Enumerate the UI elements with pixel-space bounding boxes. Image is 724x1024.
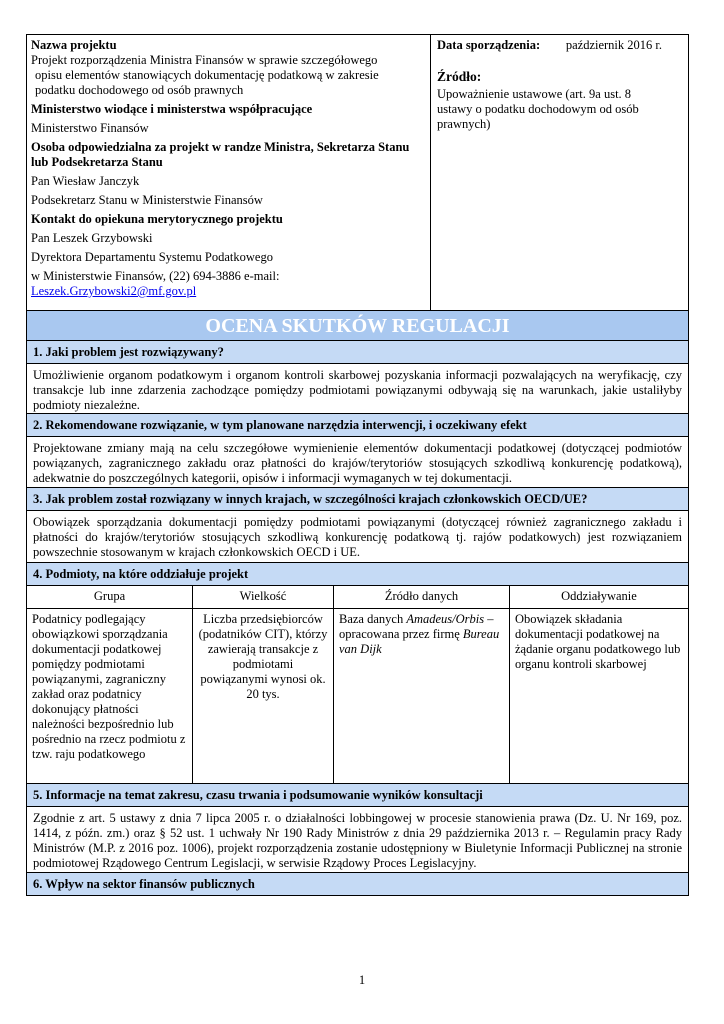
section-2-title: 2. Rekomendowane rozwiązanie, w tym planowane narzędzia interwencji, i oczekiwany efekt <box>27 413 688 436</box>
contact-name: Pan Leszek Grzybowski <box>31 231 153 245</box>
section-3-title: 3. Jak problem został rozwiązany w innych krajach, w szczególności krajach członkowskich OECD/UE? <box>27 487 688 510</box>
zrodlo-italic: Amadeus/Orbis <box>406 612 485 626</box>
page-number: 1 <box>358 973 366 987</box>
cell-grupa: Podatnicy podlegający obowiązkowi sporządzania dokumentacji podatkowej pomiędzy podmiotami powiązanymi, zagraniczny zakład oraz podatnicy dokonujący płatności należności bezpośrednio lub pośrednio na rzecz podmiotu z tzw. raju podatkowego <box>27 609 193 784</box>
table-header: Wielkość <box>193 586 334 609</box>
date-value: październik 2016 r. <box>565 38 662 52</box>
section-4-title: 4. Podmioty, na które oddziałuje projekt <box>27 562 688 585</box>
table-row <box>27 609 689 784</box>
source-label: Źródło: <box>437 69 482 84</box>
entities-table-wrap <box>27 585 688 784</box>
project-name-label: Nazwa projektu <box>31 38 117 52</box>
cell-oddzialywanie: Obowiązek składania dokumentacji podatkowej na żądanie organu podatkowego lub organu kontroli skarbowej <box>510 609 689 784</box>
entities-table <box>26 585 689 784</box>
project-header <box>27 35 688 310</box>
source-line: ustawy o podatku dochodowym od osób <box>437 102 639 116</box>
zrodlo-mid: – opracowana przez firmę <box>339 612 494 641</box>
date-row <box>437 38 682 53</box>
project-name-line: podatku dochodowego od osób prawnych <box>35 83 244 97</box>
zrodlo-prefix: Baza danych <box>339 612 407 626</box>
ors-document <box>26 34 689 896</box>
cell-wielkosc: Liczba przedsiębiorców (podatników CIT), którzy zawierają transakcje z podmiotami powiązanymi wynosi ok. 20 tys. <box>193 609 334 784</box>
project-name-line: opisu elementów stanowiących dokumentację podatkową w zakresie <box>35 68 379 82</box>
table-header-row <box>27 586 689 609</box>
section-5-text: Zgodnie z art. 5 ustawy z dnia 7 lipca 2005 r. o działalności lobbingowej w procesie stanowienia prawa (Dz. U. Nr 169, poz. 1414, z późn. zm.) oraz § 52 ust. 1 uchwały Nr 190 Rady Ministrów z dnia 29 października 2013 r. – Regulamin pracy Rady Ministrów (M.P. z 2016 poz. 1006), projekt rozporządzenia zostanie udostępniony w Biuletynie Informacji Publicznej na stronie podmiotowej Rządowego Centrum Legislacji, w serwisie Rządowy Proces Legislacyjny. <box>27 806 688 872</box>
section-1-text: Umożliwienie organom podatkowym i organom kontroli skarbowej pozyskania informacji pozwalających na weryfikację, czy transakcje lub inne zdarzenia zachodzące pomiędzy podmiotami powiązanymi odbywają się na warunkach, jakie ustaliłyby podmioty niezależne. <box>27 363 688 413</box>
contact-role: Dyrektora Departamentu Systemu Podatkowego <box>31 250 273 264</box>
responsible-role: Podsekretarz Stanu w Ministerstwie Finansów <box>31 193 263 207</box>
project-name-line: Projekt rozporządzenia Ministra Finansów w sprawie szczegółowego <box>31 53 378 67</box>
responsible-label: Osoba odpowiedzialna za projekt w randze Ministra, Sekretarza Stanu <box>31 140 410 154</box>
meta-info <box>431 35 688 310</box>
section-5-title: 5. Informacje na temat zakresu, czasu trwania i podsumowanie wyników konsultacji <box>27 783 688 806</box>
table-header: Grupa <box>27 586 193 609</box>
ministry-name: Ministerstwo Finansów <box>31 121 149 135</box>
section-6-title: 6. Wpływ na sektor finansów publicznych <box>27 872 688 895</box>
zrodlo-italic: Bureau van Dijk <box>339 627 500 656</box>
main-title: OCENA SKUTKÓW REGULACJI <box>27 310 688 340</box>
responsible-label-cont: lub Podsekretarza Stanu <box>31 155 163 169</box>
cell-zrodlo <box>334 609 510 784</box>
source-line: prawnych) <box>437 117 491 131</box>
contact-phone: w Ministerstwie Finansów, (22) 694-3886 e-mail: <box>31 269 280 283</box>
responsible-name: Pan Wiesław Janczyk <box>31 174 140 188</box>
source-line: Upoważnienie ustawowe (art. 9a ust. 8 <box>437 87 632 101</box>
table-header: Oddziaływanie <box>510 586 689 609</box>
ministry-label: Ministerstwo wiodące i ministerstwa współpracujące <box>31 102 313 116</box>
project-info <box>27 35 431 310</box>
section-1-title: 1. Jaki problem jest rozwiązywany? <box>27 340 688 363</box>
date-label: Data sporządzenia: <box>437 38 541 52</box>
section-2-text: Projektowane zmiany mają na celu szczegółowe wymienienie elementów dokumentacji podatkowej (dotyczącej podmiotów powiązanych, zagranicznego zakładu oraz płatności do krajów/terytoriów stosujących szkodliwą konkurencję podatkową), adekwatnie do poszczególnych kategorii, opisów i informacji wymaganych w tej dokumentacji. <box>27 436 688 487</box>
contact-email-link[interactable]: Leszek.Grzybowski2@mf.gov.pl <box>31 284 197 298</box>
table-header: Źródło danych <box>334 586 510 609</box>
contact-label: Kontakt do opiekuna merytorycznego projektu <box>31 212 283 226</box>
section-3-text: Obowiązek sporządzania dokumentacji pomiędzy podmiotami powiązanymi (dotyczącej również zagranicznego zakładu i płatności do krajów/terytoriów stosujących szkodliwą konkurencję podatkową tj. rajów podatkowych) jest rozwiązaniem powszechnie stosowanym w krajach członkowskich OECD i UE. <box>27 510 688 562</box>
